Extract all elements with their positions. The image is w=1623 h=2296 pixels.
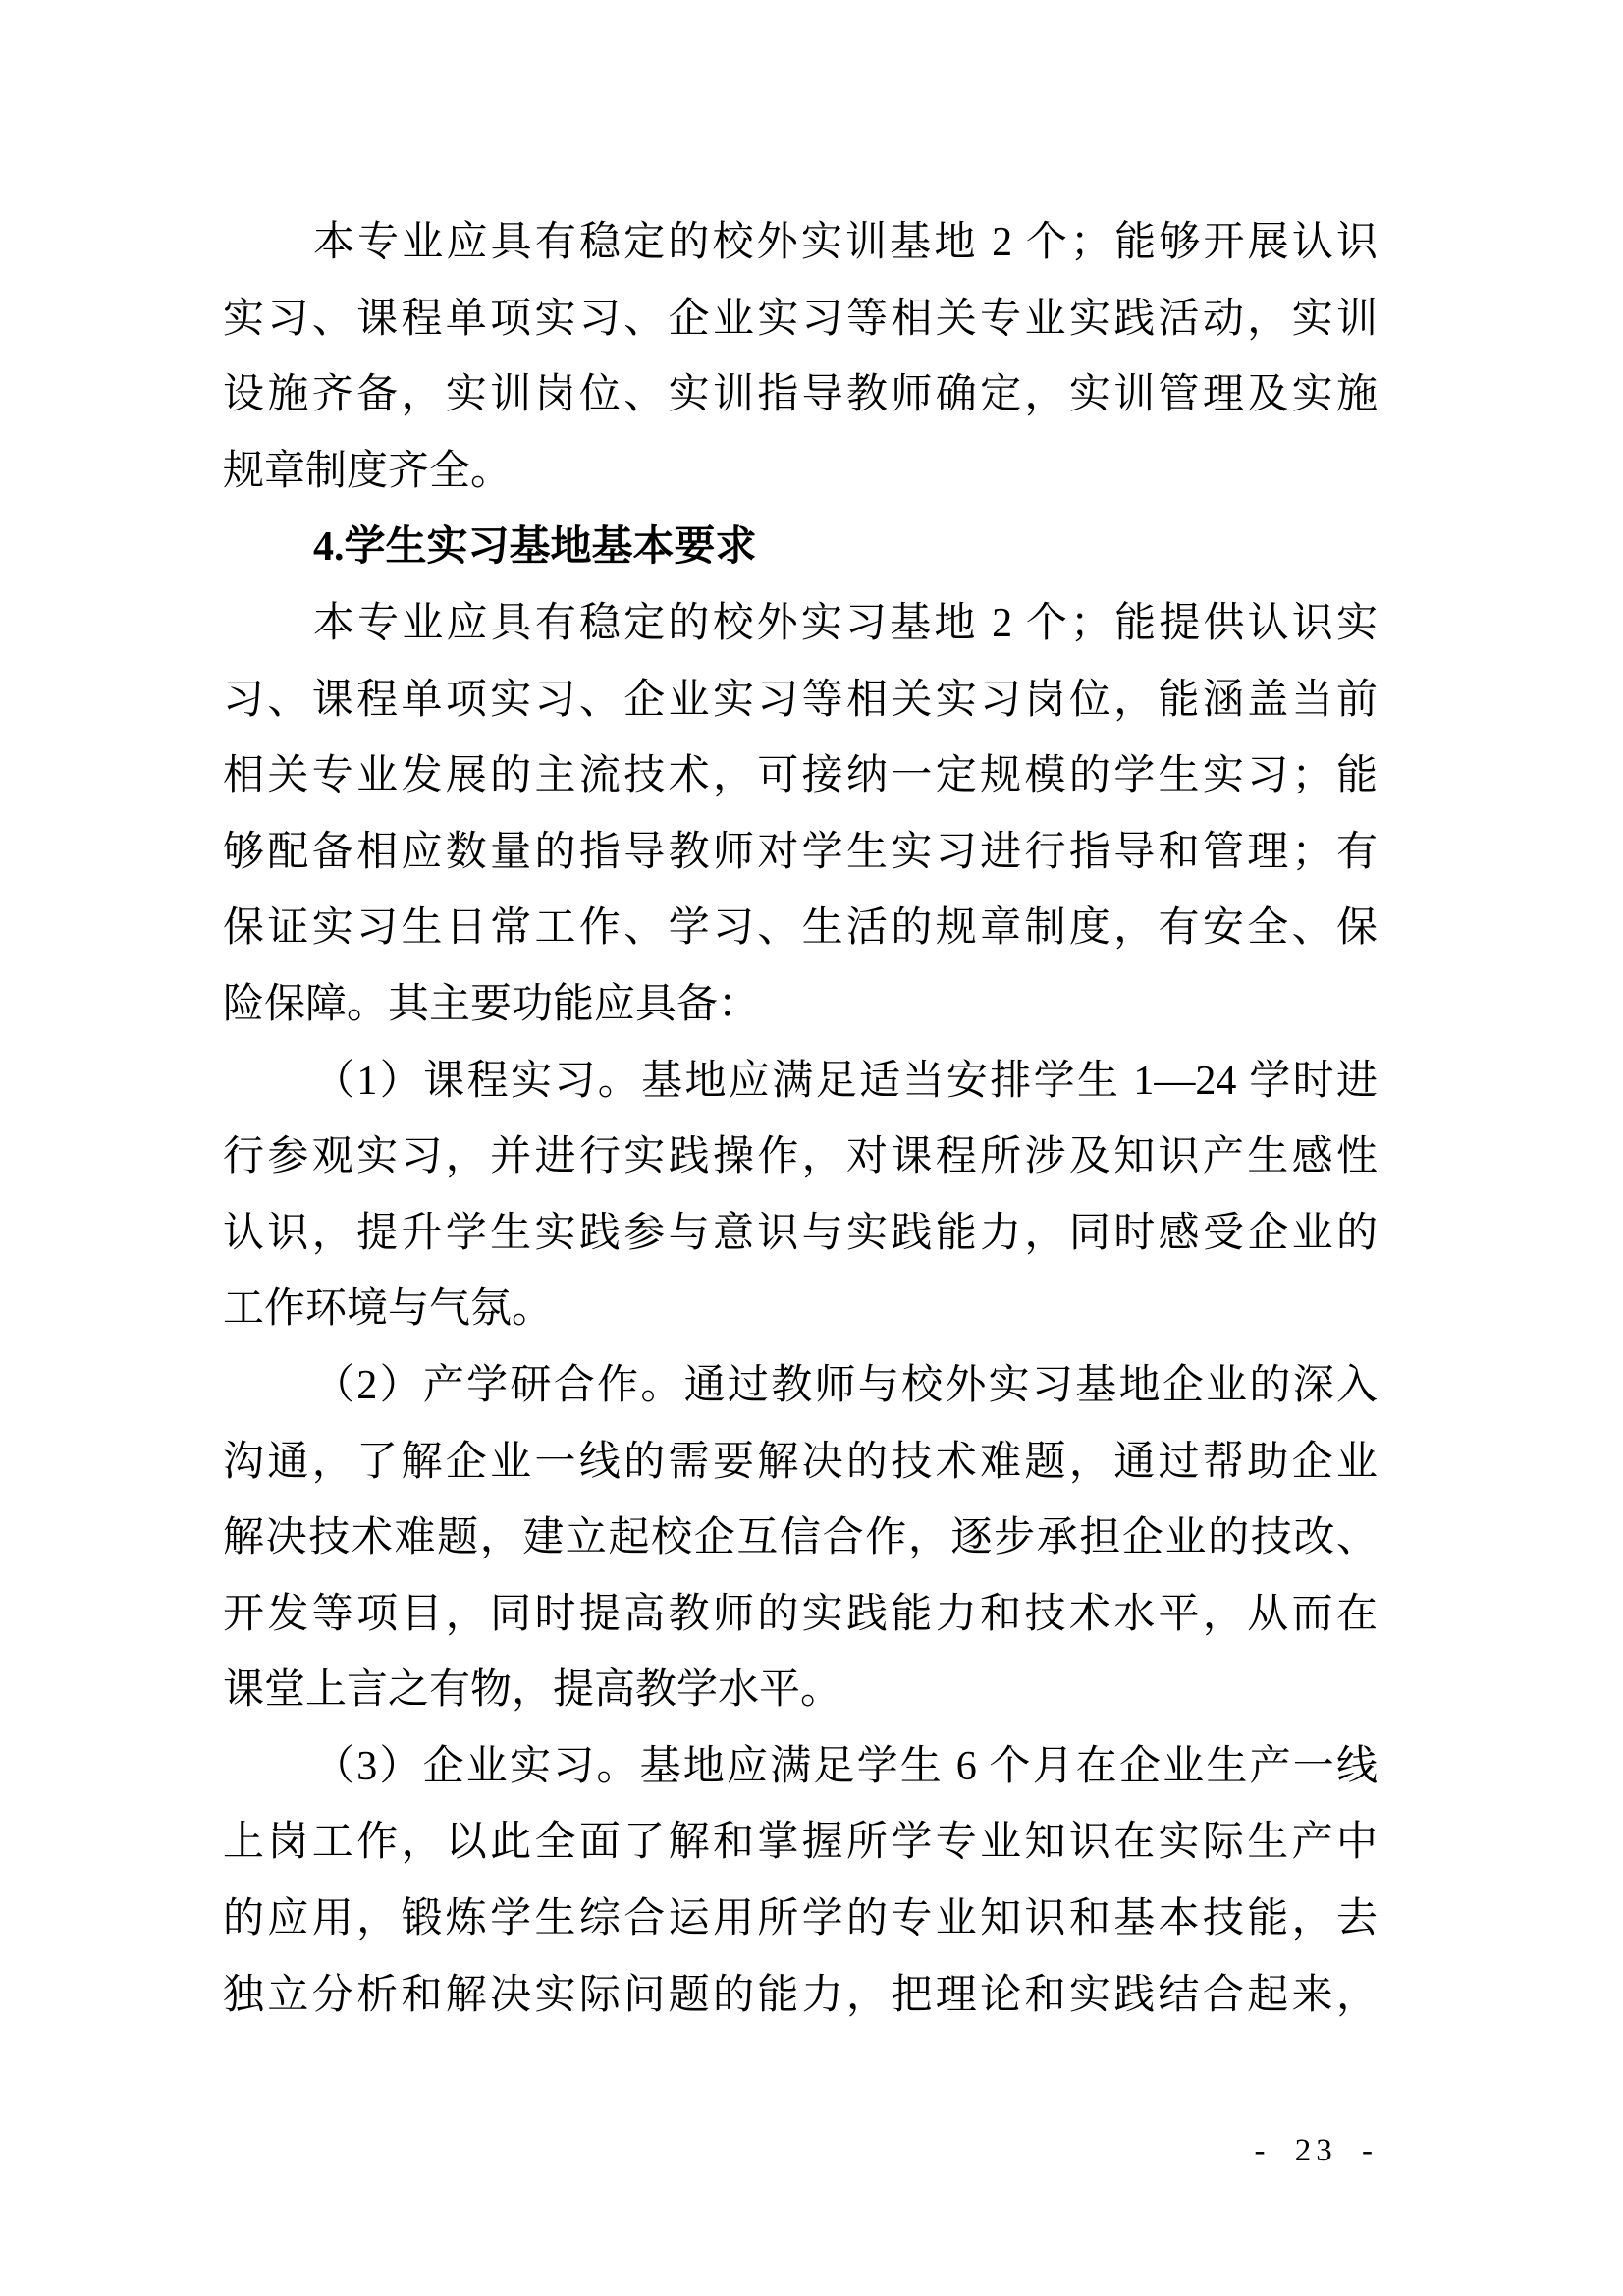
text-line: 够配备相应数量的指导教师对学生实习进行指导和管理；有 <box>223 829 1378 875</box>
page-number: - 23 - <box>1254 2133 1378 2168</box>
text-line: 本专业应具有稳定的校外实训基地 2 个；能够开展认识 <box>313 220 1378 265</box>
text-line: 开发等项目，同时提高教师的实践能力和技术水平，从而在 <box>223 1591 1378 1637</box>
text-line: 设施齐备，实训岗位、实训指导教师确定，实训管理及实施 <box>223 372 1378 418</box>
document-body <box>223 205 1378 2034</box>
text-line: 保证实习生日常工作、学习、生活的规章制度，有安全、保 <box>223 905 1378 952</box>
text-line: 规章制度齐全。 <box>223 448 513 494</box>
text-line: 独立分析和解决实际问题的能力，把理论和实践结合起来， <box>223 1972 1378 2018</box>
section-heading <box>223 510 1378 586</box>
text-line: 课堂上言之有物，提高教学水平。 <box>223 1667 842 1714</box>
text-line: 认识，提升学生实践参与意识与实践能力，同时感受企业的 <box>223 1210 1378 1256</box>
text-line: 实习、课程单项实习、企业实习等相关专业实践活动，实训 <box>223 296 1378 342</box>
text-line: （3）企业实习。基地应满足学生 6 个月在企业生产一线 <box>313 1743 1378 1789</box>
text-line: 行参观实习，并进行实践操作，对课程所涉及知识产生感性 <box>223 1134 1378 1180</box>
text-line: 解决技术难题，建立起校企互信合作，逐步承担企业的技改、 <box>223 1515 1378 1561</box>
text-line: 险保障。其主要功能应具备： <box>223 981 760 1027</box>
text-line: 本专业应具有稳定的校外实习基地 2 个；能提供认识实 <box>313 600 1378 646</box>
text-line: （2）产学研合作。通过教师与校外实习基地企业的深入 <box>313 1362 1378 1408</box>
heading-line: 4.学生实习基地基本要求 <box>313 524 757 571</box>
paragraph <box>223 586 1378 1044</box>
text-line: 工作环境与气氛。 <box>223 1286 554 1333</box>
paragraph <box>223 1044 1378 1348</box>
text-line: 上岗工作，以此全面了解和掌握所学专业知识在实际生产中 <box>223 1820 1378 1866</box>
text-line: 沟通，了解企业一线的需要解决的技术难题，通过帮助企业 <box>223 1439 1378 1485</box>
text-line: 的应用，锻炼学生综合运用所学的专业知识和基本技能，去 <box>223 1896 1378 1942</box>
text-line: 相关专业发展的主流技术，可接纳一定规模的学生实习；能 <box>223 753 1378 799</box>
paragraph <box>223 1348 1378 1729</box>
text-line: （1）课程实习。基地应满足适当安排学生 1—24 学时进 <box>313 1058 1378 1104</box>
paragraph <box>223 1729 1378 2034</box>
paragraph <box>223 205 1378 510</box>
text-line: 习、课程单项实习、企业实习等相关实习岗位，能涵盖当前 <box>223 677 1378 723</box>
